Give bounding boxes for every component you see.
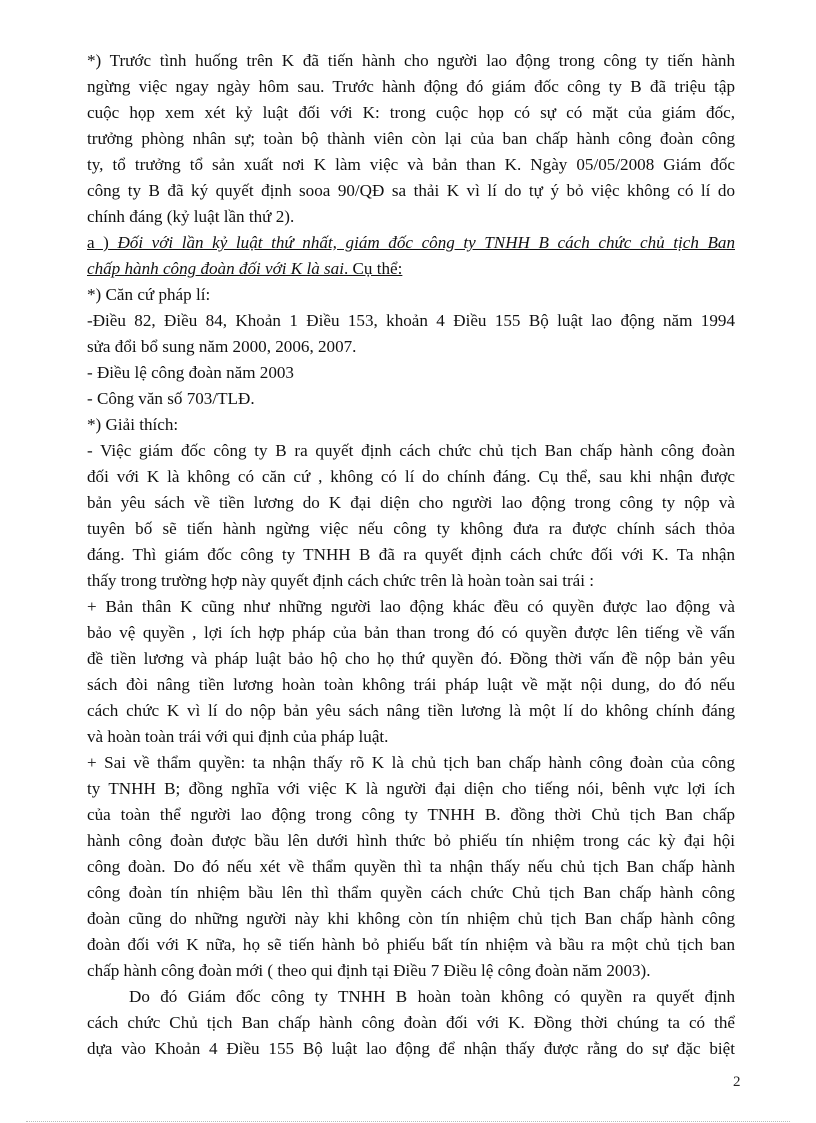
text-line: công đoàn tín nhiệm bầu lên thì thẩm quyền cách chức Chủ tịch Ban chấp hành công xyxy=(87,883,735,902)
heading-line xyxy=(87,256,735,282)
text-line: + Bản thân K cũng như những người lao động khác đều có quyền được lao động và xyxy=(87,597,735,616)
text-line: thấy trong trường hợp này quyết định cách chức trên là hoàn toàn sai trái : xyxy=(87,571,595,590)
point-two-paragraph xyxy=(87,750,735,984)
text-line: cách chức Chủ tịch Ban chấp hành công đoàn đối với K. Đồng thời chúng ta có thể xyxy=(87,1013,735,1032)
legal-basis-title: *) Căn cứ pháp lí: xyxy=(87,285,211,304)
text-line: chấp hành công đoàn mới ( theo qui định tại Điều 7 Điều lệ công đoàn năm 2003). xyxy=(87,961,651,980)
text-line: chính đáng (kỷ luật lần thứ 2). xyxy=(87,207,295,226)
text-line: đề tiền lương và pháp luật bảo hộ cho họ thứ quyền đó. Đồng thời vấn đề nộp bản yêu xyxy=(87,649,735,668)
text-line: tuyên bố sẽ tiến hành ngừng việc nếu công ty không đưa ra được chính sách thỏa xyxy=(87,519,735,538)
text-line: cuộc họp xem xét kỷ luật đối với K: trong cuộc họp có sự có mặt của giám đốc, xyxy=(87,103,735,122)
text-line: của toàn thể người lao động trong công ty TNHH B. đồng thời Chủ tịch Ban chấp xyxy=(87,805,735,824)
legal-basis xyxy=(87,282,735,438)
legal-basis-item: sửa đổi bổ sung năm 2000, 2006, 2007. xyxy=(87,337,357,356)
document-page xyxy=(87,48,735,1062)
text-line: ty TNHH B; đồng nghĩa với việc K là người đại diện cho tiếng nói, bênh vực lợi ích xyxy=(87,779,735,798)
text-line: đoàn đối với K nữa, họ sẽ tiến hành bỏ phiếu bất tín nhiệm và bầu ra một chủ tịch ban xyxy=(87,935,735,954)
heading-suffix: . Cụ thể: xyxy=(343,259,403,278)
text-line: dựa vào Khoản 4 Điều 155 Bộ luật lao động để nhận thấy được rằng do sự đặc biệt xyxy=(87,1039,735,1058)
heading-prefix: a ) xyxy=(87,233,118,252)
explanation-title: *) Giải thích: xyxy=(87,415,179,434)
page-number: 2 xyxy=(733,1074,741,1090)
heading-italic-text: Đối với lần kỷ luật thứ nhất, giám đốc công ty TNHH B cách chức chủ tịch Ban xyxy=(117,233,735,252)
text-line: ngừng việc ngay ngày hôm sau. Trước hành động đó giám đốc công ty B đã triệu tập xyxy=(87,77,735,96)
text-line: đoàn cũng do những người này khi không còn tín nhiệm chủ tịch Ban chấp hành công xyxy=(87,909,735,928)
explanation-paragraph xyxy=(87,438,735,594)
legal-basis-item: -Điều 82, Điều 84, Khoản 1 Điều 153, khoản 4 Điều 155 Bộ luật lao động năm 1994 xyxy=(87,311,735,330)
text-line: + Sai về thẩm quyền: ta nhận thấy rõ K là chủ tịch ban chấp hành công đoàn của công xyxy=(87,753,735,772)
conclusion-paragraph xyxy=(87,984,735,1062)
point-one-paragraph xyxy=(87,594,735,750)
legal-basis-item: - Điều lệ công đoàn năm 2003 xyxy=(87,363,294,382)
text-line: đối với K là không có căn cứ , không có lí do chính đáng. Cụ thể, sau khi nhận được xyxy=(87,467,735,486)
text-line: bảo vệ quyền , lợi ích hợp pháp của bản than trong đó có quyền được lên tiếng về vấn xyxy=(87,623,735,642)
text-line: *) Trước tình huống trên K đã tiến hành cho người lao động trong công ty tiến hành xyxy=(87,51,735,70)
text-line: Do đó Giám đốc công ty TNHH B hoàn toàn không có quyền ra quyết định xyxy=(129,987,735,1006)
text-line: trưởng phòng nhân sự; toàn bộ thành viên còn lại của ban chấp hành công đoàn công xyxy=(87,129,735,148)
text-line: bản yêu sách về tiền lương do K đại diện cho người lao động trong công ty nộp và xyxy=(87,493,735,512)
text-line: hành công đoàn được bầu lên dưới hình thức bỏ phiếu tín nhiệm trong các kỳ đại hội xyxy=(87,831,735,850)
text-line: ty, tổ trưởng tổ sản xuất nơi K làm việc và bản than K. Ngày 05/05/2008 Giám đốc xyxy=(87,155,735,174)
text-line: đáng. Thì giám đốc công ty TNHH B đã ra quyết định cách chức đối với K. Ta nhận xyxy=(87,545,735,564)
text-line: công ty B đã ký quyết định sooa 90/QĐ sa thải K vì lí do tự ý bỏ việc không có lí do xyxy=(87,181,735,200)
intro-paragraph xyxy=(87,48,735,230)
heading-line xyxy=(87,230,735,256)
text-line: công đoàn. Do đó nếu xét về thẩm quyền thì ta nhận thấy nếu chủ tịch Ban chấp hành xyxy=(87,857,735,876)
text-line: - Việc giám đốc công ty B ra quyết định cách chức chủ tịch Ban chấp hành công đoàn xyxy=(87,441,735,460)
section-heading-a xyxy=(87,230,735,282)
footer-divider xyxy=(26,1121,790,1122)
text-line: và hoàn toàn trái với qui định của pháp luật. xyxy=(87,727,389,746)
heading-italic-text: chấp hành công đoàn đối với K là sai xyxy=(87,259,344,278)
text-line: cách chức K vì lí do nộp bản yêu sách nâng tiền lương là một lí do không chính đáng xyxy=(87,701,735,720)
text-line: sách đòi nâng tiền lương hoàn toàn không trái pháp luật về mặt nội dung, do đó nếu xyxy=(87,675,735,694)
legal-basis-item: - Công văn số 703/TLĐ. xyxy=(87,389,255,408)
